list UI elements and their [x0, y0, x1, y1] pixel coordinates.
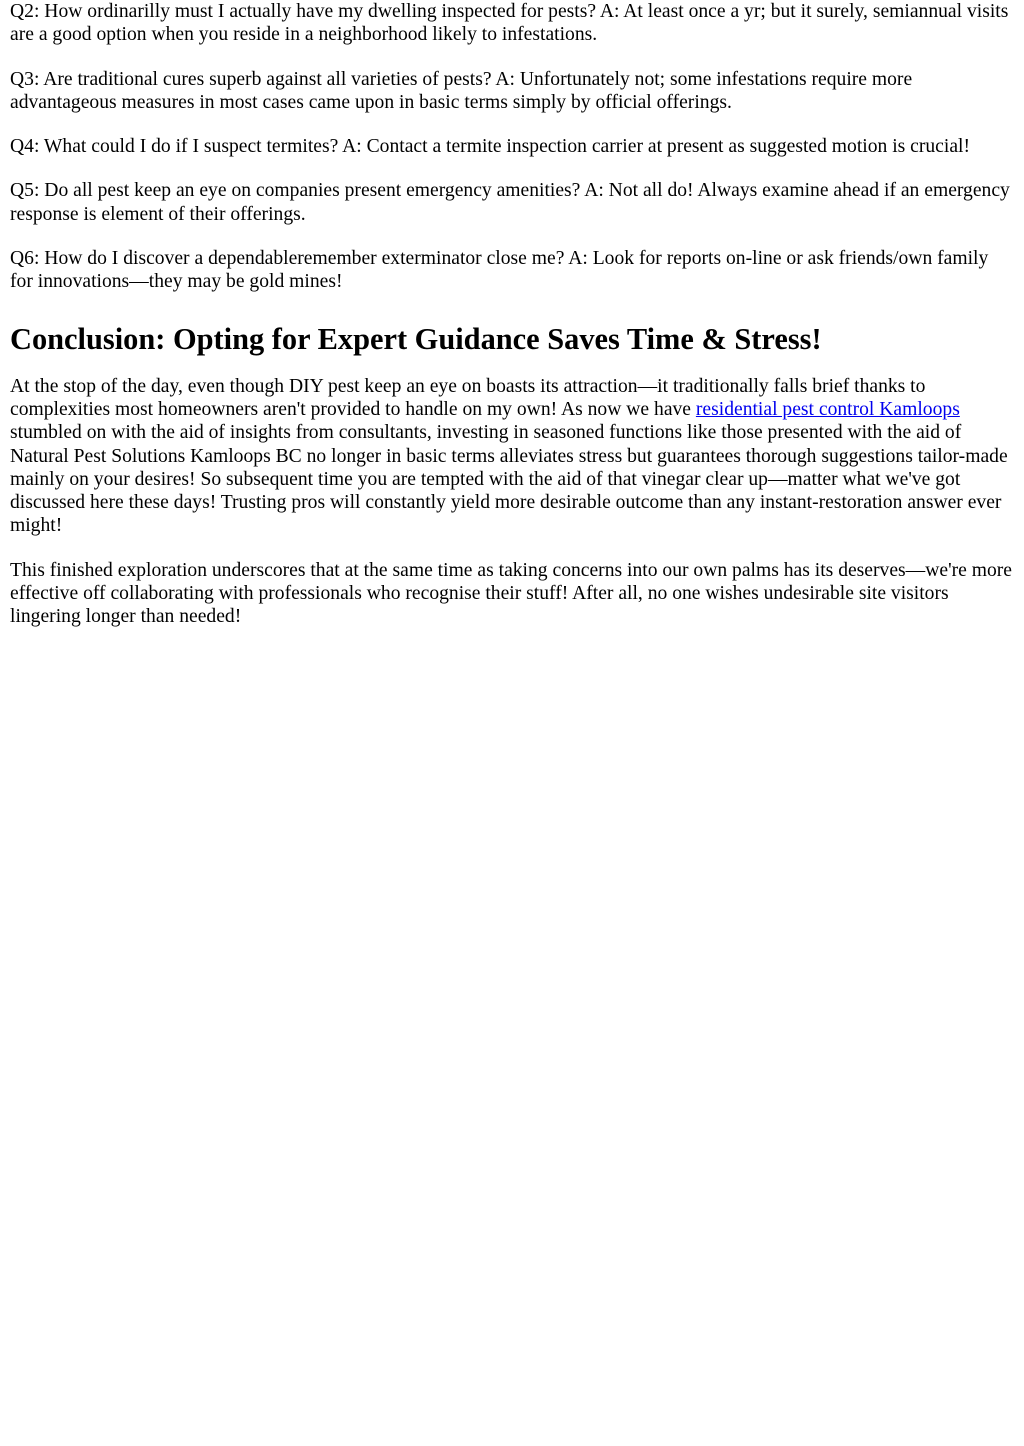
conclusion-paragraph-1-text-before: At the stop of the day, even though DIY pest keep an eye on boasts its attraction—it traditionally falls brief thanks to complexities most homeowners aren't provided to handle on my own! As now we have [10, 375, 926, 420]
conclusion-paragraph-1 [10, 375, 1014, 538]
faq-item-q2: Q2: How ordinarilly must I actually have my dwelling inspected for pests? A: At least once a yr; but it surely, semiannual visits are a good option when you reside in a neighborhood likely to infestations. [10, 1, 1009, 46]
faq-item-q3: Q3: Are traditional cures superb against all varieties of pests? A: Unfortunately not; some infestations require more advantageous measures in most cases came upon in basic terms simply by official offerings. [10, 68, 913, 113]
faq-list [10, 0, 1014, 294]
document-page [0, 0, 1024, 629]
conclusion-heading: Conclusion: Opting for Expert Guidance Saves Time & Stress! [10, 321, 822, 356]
conclusion-paragraph-1-text-after: stumbled on with the aid of insights from consultants, investing in seasoned functions like those presented with the aid of Natural Pest Solutions Kamloops BC no longer in basic terms alleviates stress but guarantees thorough suggestions tailor-made mainly on your desires! So subsequent time you are tempted with the aid of that vinegar clear up—matter what we've got discussed here these days! Trusting pros will constantly yield more desirable outcome than any instant-restoration answer ever might! [10, 422, 1008, 537]
faq-item-q6: Q6: How do I discover a dependableremember exterminator close me? A: Look for reports on-line or ask friends/own family for innovations—they may be gold mines! [10, 248, 989, 293]
conclusion-paragraph-2: This finished exploration underscores that at the same time as taking concerns into our own palms has its deserves—we're more effective off collaborating with professionals who recognise their stuff! After all, no one wishes undesirable site visitors lingering longer than needed! [10, 559, 1012, 628]
faq-item-q4: Q4: What could I do if I suspect termites? A: Contact a termite inspection carrier at present as suggested motion is crucial! [10, 136, 970, 158]
residential-pest-control-link[interactable]: residential pest control Kamloops [695, 398, 960, 420]
faq-item-q5: Q5: Do all pest keep an eye on companies present emergency amenities? A: Not all do! Always examine ahead if an emergency response is element of their offerings. [10, 180, 1010, 225]
